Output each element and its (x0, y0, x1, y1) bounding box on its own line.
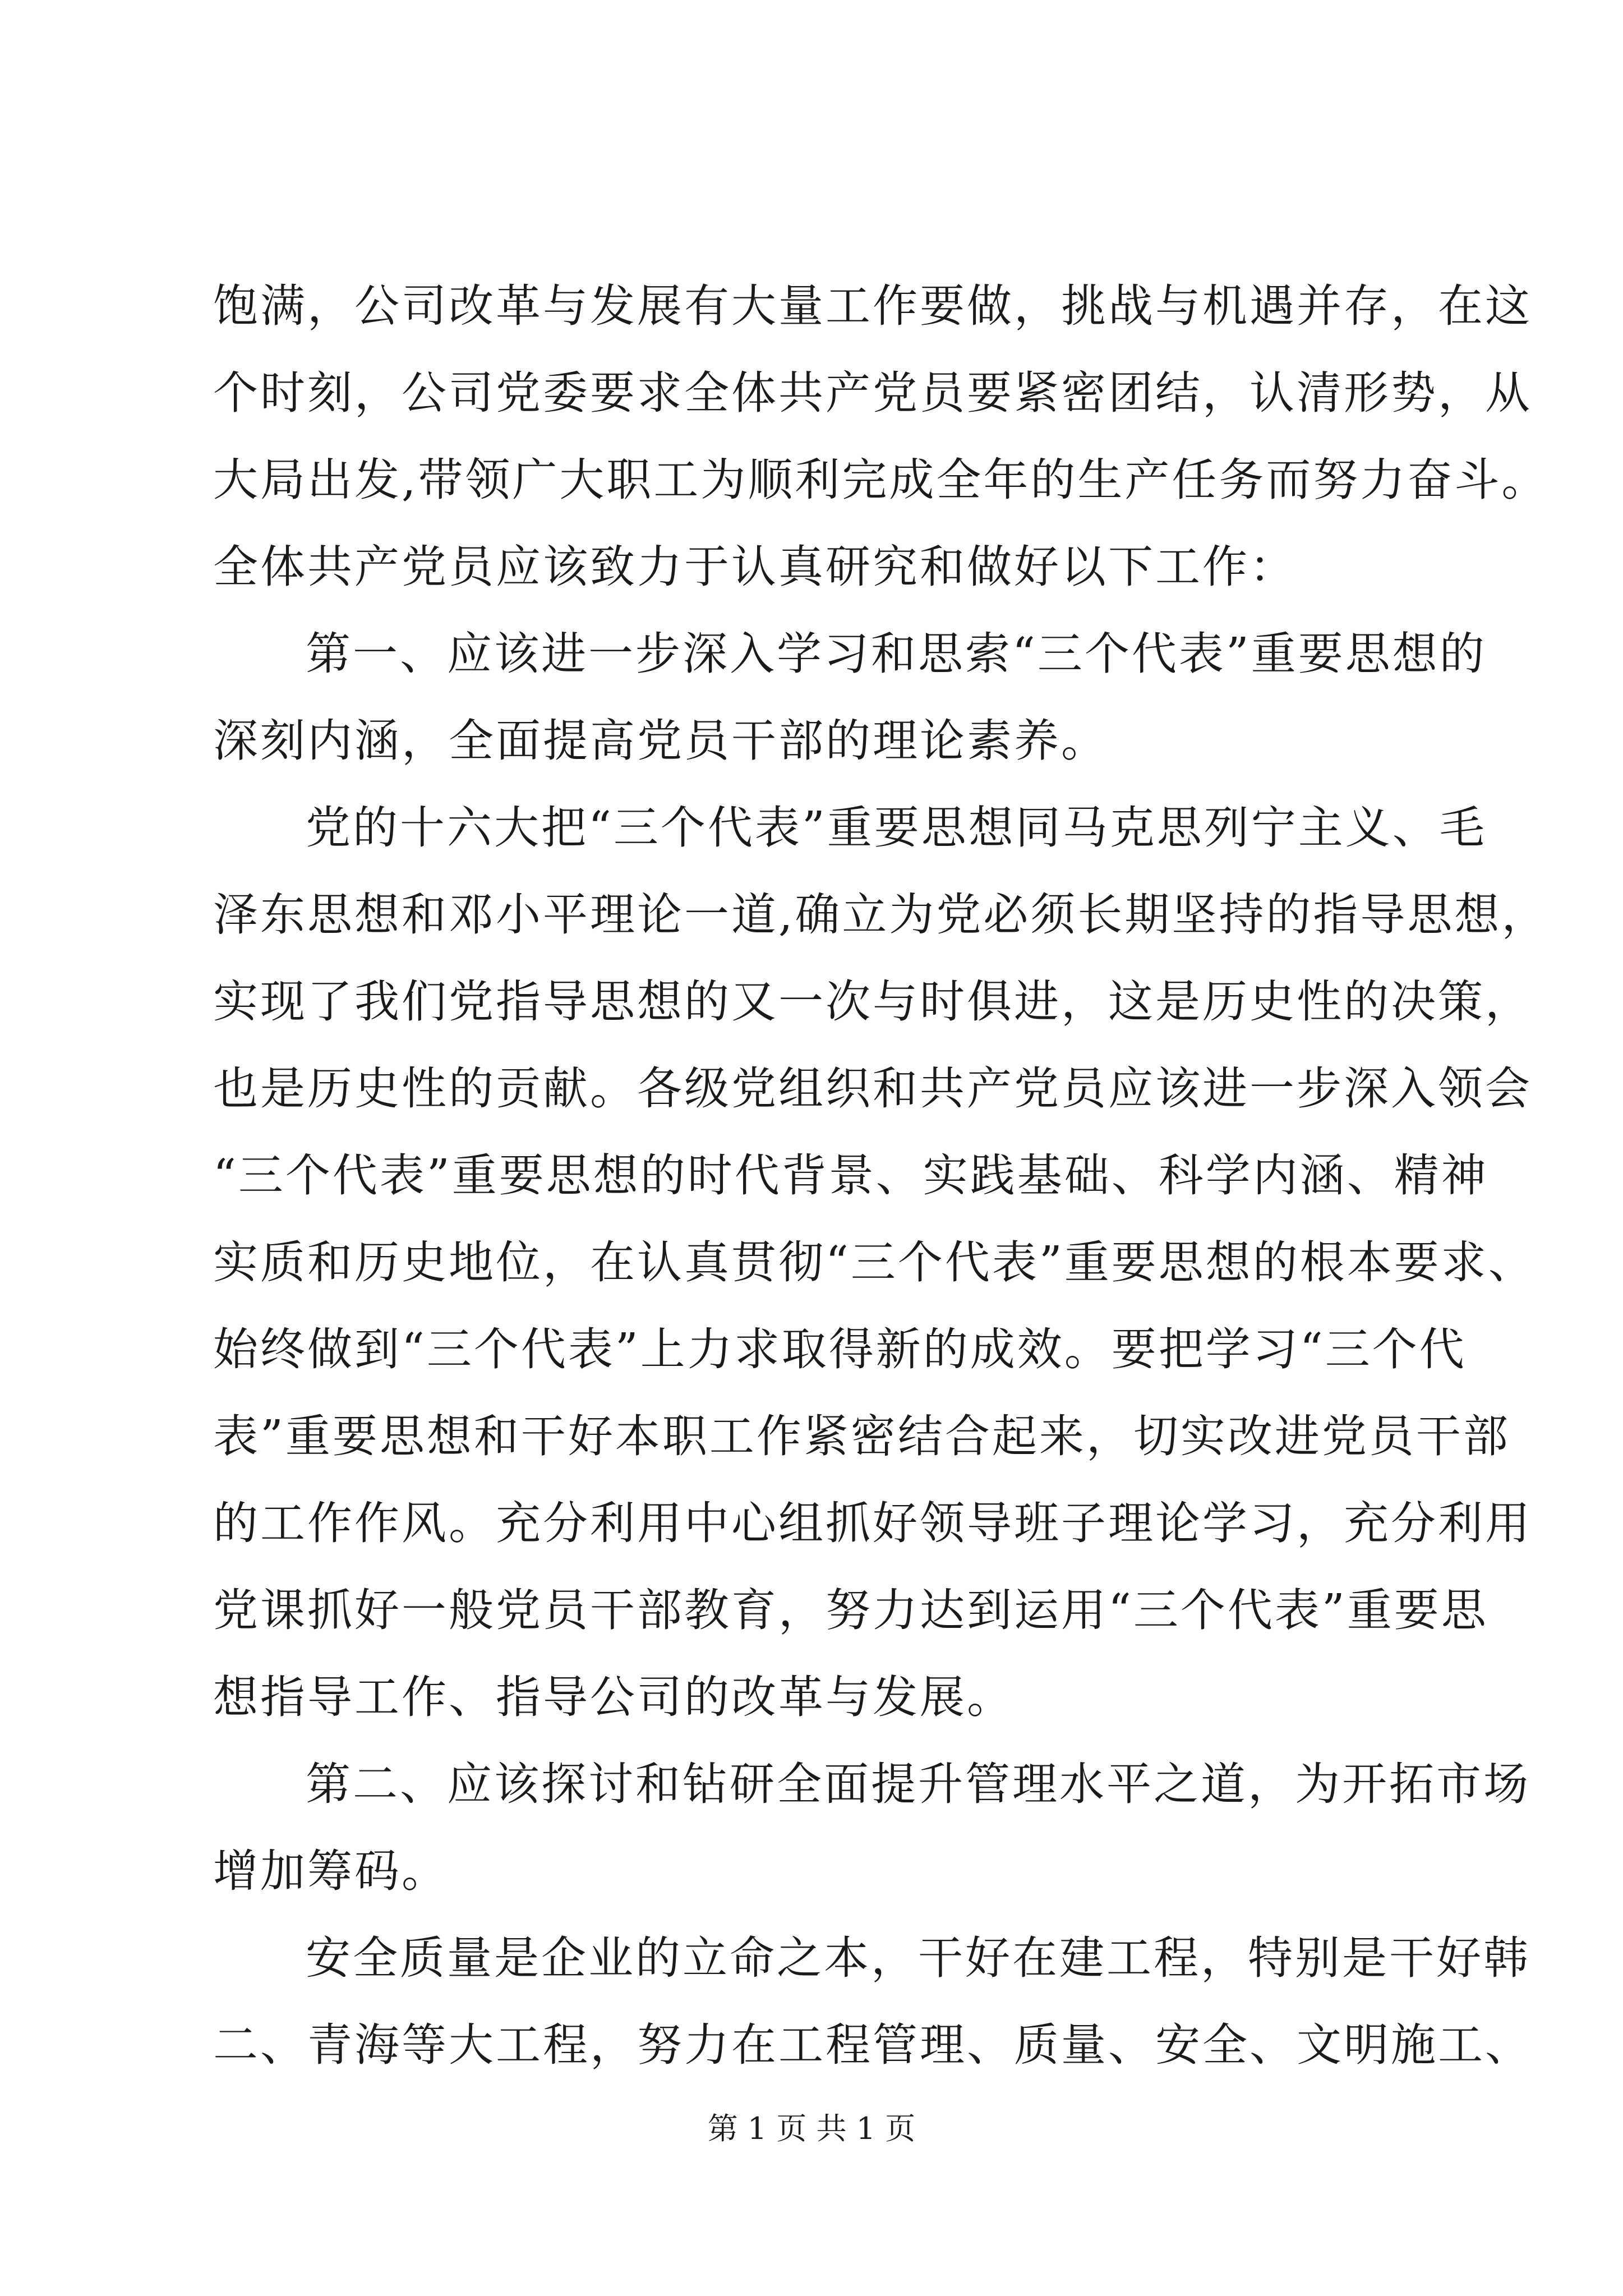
text-line: 的工作作风。充分利用中心组抓好领导班子理论学习，充分利用 (213, 1497, 1532, 1549)
text-line: 表”重要思想和干好本职工作紧密结合起来，切实改进党员干部 (213, 1410, 1510, 1462)
text-line: 实质和历史地位，在认真贯彻“三个代表”重要思想的根本要求、 (213, 1236, 1536, 1289)
text-line: 饱满，公司改革与发展有大量工作要做，挑战与机遇并存，在这 (213, 280, 1532, 332)
section-heading-line: 第一、应该进一步深入学习和思索“三个代表”重要思想的 (306, 628, 1487, 680)
text-line: 实现了我们党指导思想的又一次与时俱进，这是历史性的决策， (213, 976, 1532, 1028)
section-heading-line: 深刻内涵，全面提高党员干部的理论素养。 (213, 715, 1108, 767)
text-line: 二、青海等大工程，努力在工程管理、质量、安全、文明施工、 (213, 2019, 1532, 2071)
text-line: 始终做到“三个代表”上力求取得新的成效。要把学习“三个代 (213, 1323, 1467, 1375)
text-line: 党课抓好一般党员干部教育，努力达到运用“三个代表”重要思 (213, 1584, 1488, 1636)
section-heading-line: 增加筹码。 (213, 1845, 449, 1897)
text-line: 全体共产党员应该致力于认真研究和做好以下工作： (213, 541, 1297, 593)
page-number-footer: 第 1 页 共 1 页 (707, 2111, 916, 2146)
text-line: 个时刻，公司党委要求全体共产党员要紧密团结，认清形势，从 (213, 367, 1532, 419)
text-line: 安全质量是企业的立命之本，干好在建工程，特别是干好韩 (306, 1932, 1530, 1984)
text-line: 也是历史性的贡献。各级党组织和共产党员应该进一步深入领会 (213, 1062, 1532, 1115)
text-line: “三个代表”重要思想的时代背景、实践基础、科学内涵、精神 (213, 1149, 1488, 1202)
document-body (213, 263, 1549, 2088)
section-heading-line: 第二、应该探讨和钻研全面提升管理水平之道，为开拓市场 (306, 1758, 1530, 1810)
text-line: 泽东思想和邓小平理论一道,确立为党必须长期坚持的指导思想， (213, 889, 1549, 941)
text-line: 想指导工作、指导公司的改革与发展。 (213, 1671, 1014, 1723)
text-line: 大局出发,带领广大职工为顺利完成全年的生产任务而努力奋斗。 (213, 454, 1549, 506)
text-line: 党的十六大把“三个代表”重要思想同马克思列宁主义、毛 (306, 802, 1487, 854)
